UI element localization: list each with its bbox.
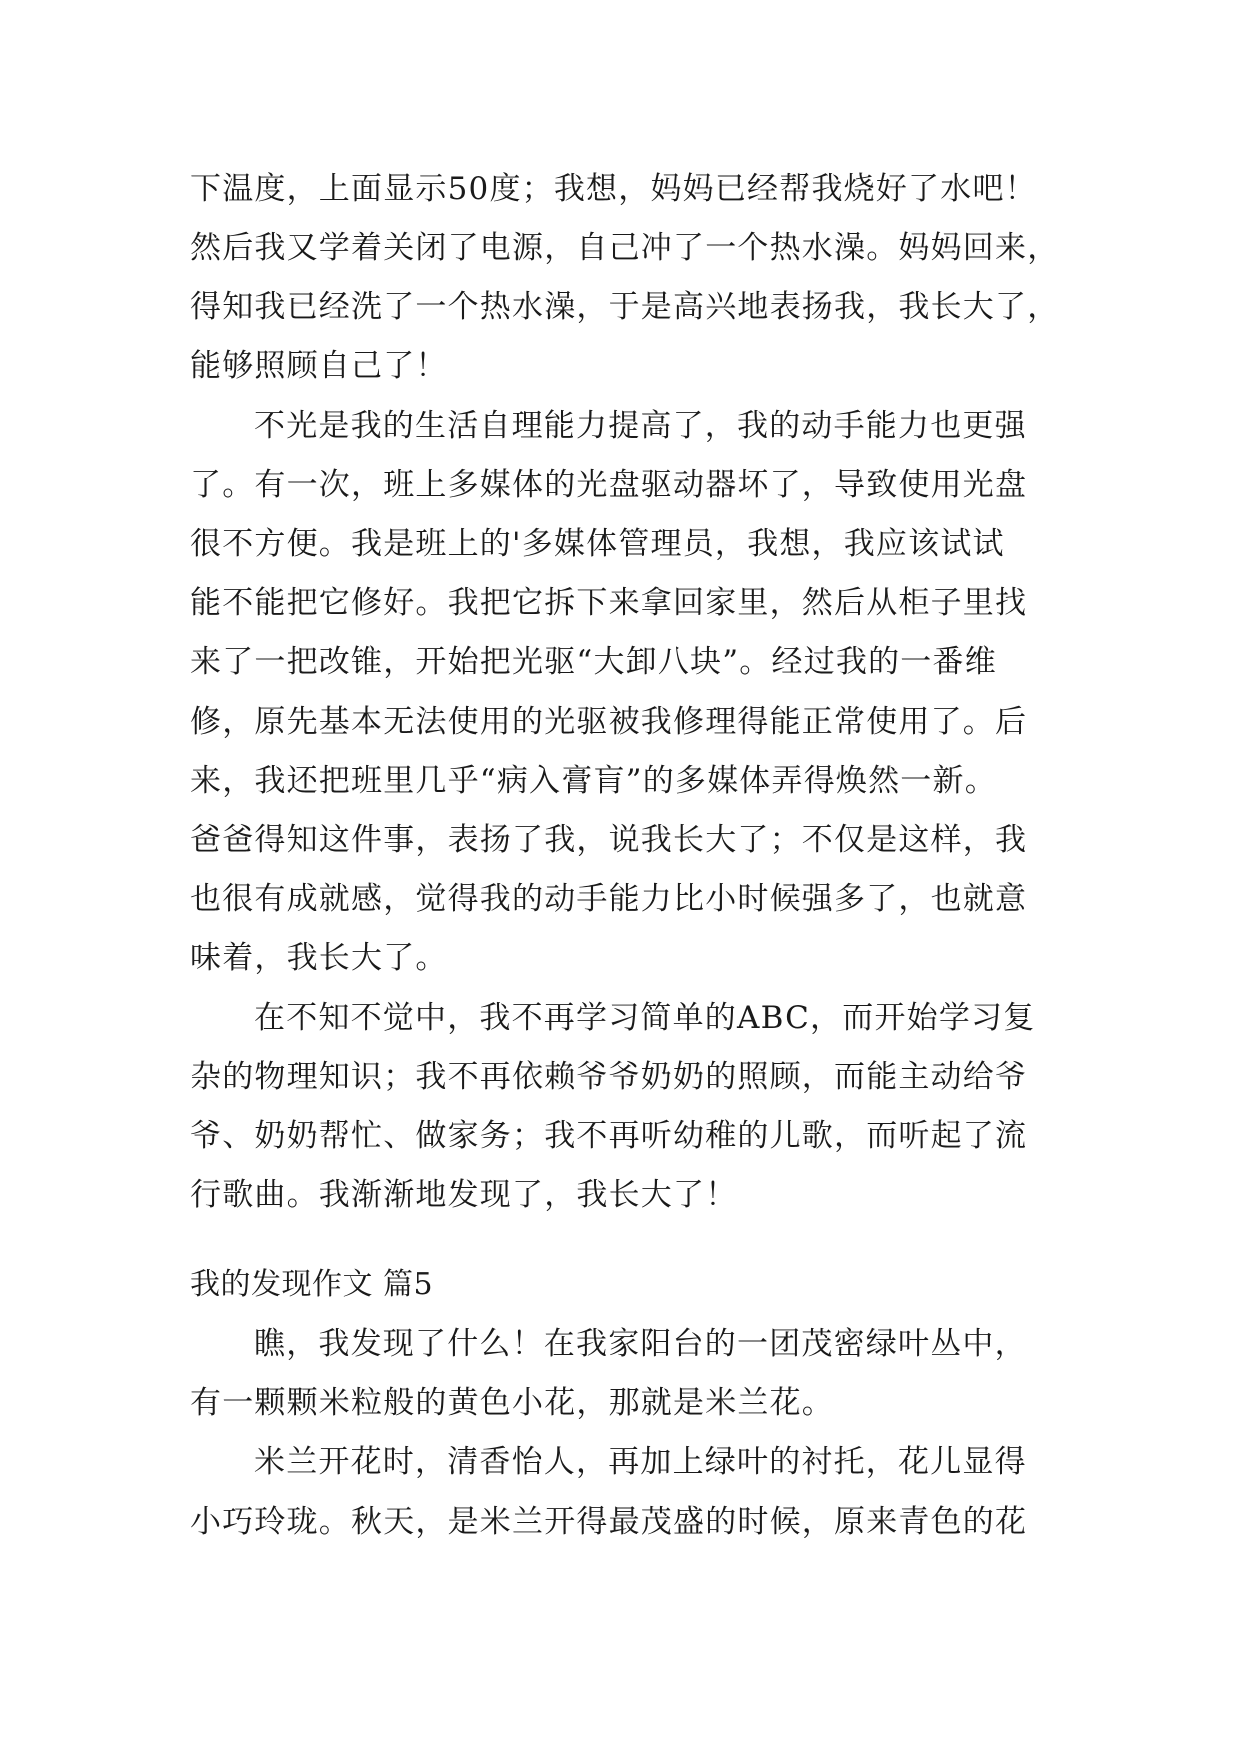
text-line: 小巧玲珑。秋天，是米兰开得最茂盛的时候，原来青色的花 (190, 1504, 1028, 1540)
text-line: 味着，我长大了。 (190, 940, 448, 976)
text-line: 也很有成就感，觉得我的动手能力比小时候强多了，也就意 (190, 881, 1028, 917)
text-line: 能不能把它修好。我把它拆下来拿回家里，然后从柜子里找 (190, 585, 1028, 621)
text-line: 了。有一次，班上多媒体的光盘驱动器坏了，导致使用光盘 (190, 467, 1028, 503)
paragraph-first-line: 不光是我的生活自理能力提高了，我的动手能力也更强 (254, 408, 1027, 444)
text-line: 爸爸得知这件事，表扬了我，说我长大了；不仅是这样，我 (190, 822, 1028, 858)
text-line: 下温度，上面显示50度；我想，妈妈已经帮我烧好了水吧！ (190, 171, 1037, 207)
text-line: 然后我又学着关闭了电源，自己冲了一个热水澡。妈妈回来， (190, 230, 1060, 266)
text-line: 能够照顾自己了！ (190, 348, 448, 384)
text-line: 有一颗颗米粒般的黄色小花，那就是米兰花。 (190, 1385, 834, 1421)
paragraph-first-line: 米兰开花时，清香怡人，再加上绿叶的衬托，花儿显得 (254, 1444, 1027, 1480)
text-line: 爷、奶奶帮忙、做家务；我不再听幼稚的儿歌，而听起了流 (190, 1118, 1028, 1154)
text-line: 来，我还把班里几乎“病入膏肓”的多媒体弄得焕然一新。 (190, 763, 997, 799)
section-heading: 我的发现作文 篇5 (190, 1267, 434, 1302)
text-line: 修，原先基本无法使用的光驱被我修理得能正常使用了。后 (190, 704, 1028, 740)
text-line: 很不方便。我是班上的'多媒体管理员，我想，我应该试试 (190, 526, 1005, 562)
text-line: 杂的物理知识；我不再依赖爷爷奶奶的照顾，而能主动给爷 (190, 1059, 1028, 1095)
text-line: 行歌曲。我渐渐地发现了，我长大了！ (190, 1177, 738, 1213)
text-line: 得知我已经洗了一个热水澡，于是高兴地表扬我，我长大了， (190, 289, 1060, 325)
paragraph-first-line: 瞧，我发现了什么！在我家阳台的一团茂密绿叶丛中， (254, 1326, 1027, 1362)
text-line: 来了一把改锥，开始把光驱“大卸八块”。经过我的一番维 (190, 644, 997, 680)
paragraph-first-line: 在不知不觉中，我不再学习简单的ABC，而开始学习复 (254, 1000, 1036, 1036)
